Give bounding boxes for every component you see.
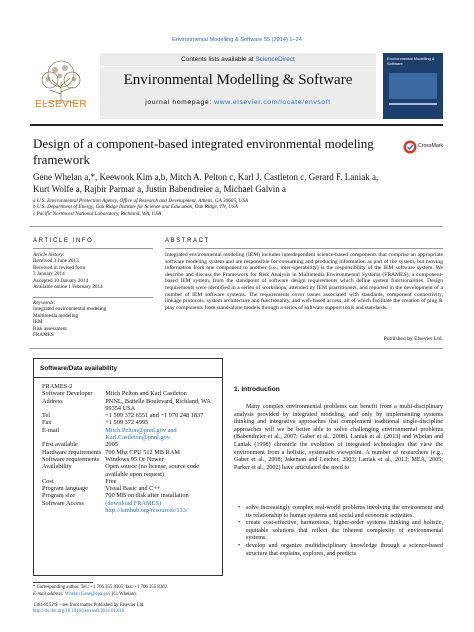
software-row-key: Cost <box>42 477 54 485</box>
keywords-label: Keywords: <box>33 300 56 306</box>
contents-line <box>100 56 376 63</box>
software-row-key: Program language <box>42 485 88 493</box>
elsevier-wordmark: ELSEVIER <box>34 99 88 110</box>
software-row <box>42 500 220 515</box>
doi-link[interactable]: http://dx.doi.org/10.1016/j.envsoft.2014.01.016 <box>33 609 125 614</box>
affiliations <box>33 198 443 217</box>
software-row-value: Open source (no license, source code available upon request) <box>105 463 199 478</box>
abstract-rule <box>165 248 443 249</box>
masthead-rule <box>30 124 443 126</box>
bullet-item: • create cost-effective, harmonious, higher-order systems thinking and holistic, equitable solutions that reflect the inherent complexity of environmental systems. <box>238 520 443 543</box>
homepage-line <box>100 99 376 106</box>
article-history <box>33 252 153 290</box>
software-row-key: Availability <box>42 463 72 471</box>
abstract-text: Integrated environmental modeling (IEM) includes interdependent science-based components that comprise an appropriate software modeling system and are responsible for consuming and producing information as part of the system, but moving information from one component to another (i.e., inter-operability) is the responsibility of the IEM software system. We describe and discuss the Framework for Risk Analysis in Multimedia Environmental Systems (FRAMES), a component-based IEM system, from the standpoint of software design requirements which define system functionalities. Design requirements were identified in a series of workshops, attended by IEM practitioners, and reported in the development of a number of IEM software systems. The requirements cover issues associated with standards, component connectivity, linkage protocols, system architecture and functionality, and web-based access, all of which facilitate the creation of plug & play components from stand-alone models through a series of software support tools and standards. <box>165 252 443 311</box>
author-list <box>33 172 443 195</box>
software-row-key: Software Developer <box>42 390 93 398</box>
contact-email-links[interactable]: Mitch.Pelton@pnnl.gov and Karl.Castleton@pnnl.gov <box>105 426 177 442</box>
abstract-heading: ABSTRACT <box>165 238 210 244</box>
footnote-corresponding: * Corresponding author. Tel.: +1 706 355 8305; fax: +1 706 355 8302. <box>33 585 169 590</box>
email-suffix: (G. Whelan). <box>110 592 137 597</box>
software-access-link[interactable]: (download FRAMES) http://iemhub.org/resources/133/ <box>105 499 188 515</box>
bullet-item: • solve increasingly complex real-world problems involving the environment and its relationship to human systems and social and economic activities. <box>238 505 443 520</box>
affiliation-b: b U.S. Department of Energy, Oak Ridge Institute for Science and Education, Oak Ridge, TN, USA <box>33 204 238 211</box>
keywords-rule <box>33 297 153 298</box>
keyword-item: IEM <box>33 319 43 326</box>
article-info-heading: ARTICLE INFO <box>33 238 94 244</box>
software-row <box>42 456 220 463</box>
abstract-bottom-rule <box>30 348 443 349</box>
keywords-block <box>33 300 153 338</box>
crossmark-badge[interactable] <box>403 139 443 157</box>
authors-line-1[interactable]: Gene Whelan a,*, Keewook Kim a,b, Mitch A. Pelton c, Karl J. Castleton c, Gerard F. Laniak a, <box>33 172 379 182</box>
article-info-rule <box>33 248 153 249</box>
publisher-line: Published by Elsevier Ltd. <box>383 336 443 342</box>
software-box-divider <box>34 377 222 378</box>
software-availability-box <box>33 358 223 576</box>
crossmark-label: CrossMark <box>418 143 444 149</box>
software-row-value: 700 Mhz CPU 512 MB RAM <box>105 448 180 456</box>
software-row <box>42 449 220 456</box>
keyword-item: Integrated environmental modeling <box>33 306 107 313</box>
software-row <box>42 412 220 419</box>
software-row <box>42 398 220 413</box>
keyword-item: FRAMES <box>33 332 54 339</box>
affiliation-a: a U.S. Environmental Protection Agency, Office of Research and Development, Athens, GA 30605, USA <box>33 198 249 204</box>
bullet-item: • develop and organize multidisciplinary knowledge through a science-based structure that explains, explores, and predicts <box>238 543 443 558</box>
software-row <box>42 390 220 397</box>
software-row-key: Hardware requirements <box>42 448 102 456</box>
issn-line: 1364-8152/$ – see front matter Published by Elsevier Ltd. <box>33 603 145 608</box>
history-revised-date: 3 January 2014 <box>33 271 65 278</box>
history-revised-label: Received in revised form <box>33 264 86 271</box>
software-row-value: PNNL, Battelle Boulevard, Richland, WA 99354 USA <box>105 397 211 412</box>
software-row <box>42 492 220 499</box>
introduction-bullets <box>238 505 443 558</box>
sciencedirect-link[interactable]: ScienceDirect <box>255 56 295 63</box>
journal-cover <box>383 53 443 119</box>
author-email-link[interactable]: Whelan.Gene@epa.gov <box>64 592 111 597</box>
history-received: Received 3 June 2013 <box>33 258 79 265</box>
software-row-value: Visual Basic and C++ <box>105 485 161 493</box>
footnote-rule <box>33 582 93 583</box>
software-row-key: Address <box>42 397 63 405</box>
contents-prefix: Contents lists available at <box>181 56 256 63</box>
software-row-key: Tel <box>42 412 50 420</box>
footnote-email <box>33 592 233 598</box>
affiliation-c: c Pacific Northwest National Laboratory, Richland, WA, USA <box>33 210 162 217</box>
homepage-link[interactable]: www.elsevier.com/locate/envsoft <box>214 99 331 106</box>
software-row-key: Fax <box>42 419 52 427</box>
software-row-key: First available <box>42 441 78 449</box>
software-box-body <box>42 383 220 514</box>
cover-title: Environmental Modelling & Software <box>387 56 435 66</box>
software-row-key: Software requirements <box>42 455 100 463</box>
article-title: Design of a component-based integrated environmental modeling framework <box>33 136 374 167</box>
history-online: Available online 1 February 2014 <box>33 284 103 291</box>
software-row-key: Program size <box>42 492 76 500</box>
software-row <box>42 478 220 485</box>
software-row-value: 2005 <box>105 441 118 449</box>
software-row <box>42 427 220 442</box>
keyword-item: Risk assessment <box>33 325 67 332</box>
homepage-prefix: journal homepage: <box>145 99 215 106</box>
masthead-divider <box>100 66 376 67</box>
crossmark-icon <box>403 140 417 154</box>
history-label: Article history: <box>33 252 65 258</box>
introduction-heading: 1. Introduction <box>234 386 280 393</box>
email-prefix: E-mail address: <box>33 592 65 597</box>
software-row-key: E-mail <box>42 426 60 434</box>
software-row-value: Free <box>105 477 117 485</box>
software-row <box>42 441 220 448</box>
software-row-value: +1 509 372 6551 and +1 970 248 1837 <box>105 412 204 420</box>
journal-title: Environmental Modelling & Software <box>123 72 353 88</box>
running-header[interactable]: Environmental Modelling & Software 55 (2014) 1–24 <box>172 37 302 43</box>
cover-image <box>389 73 437 99</box>
software-row-value: 700 MB on disk after installation <box>105 492 189 500</box>
software-row-value: +1 509 372 4995 <box>105 419 149 427</box>
cover-stripe <box>389 103 437 105</box>
software-row-value: Windows 95 Or Newer <box>105 455 164 463</box>
software-row-value: Mitch Pelton and Karl Castleton <box>105 390 187 398</box>
software-row <box>42 485 220 492</box>
software-row <box>42 419 220 426</box>
software-details-table <box>42 390 220 514</box>
software-row-key: Software Access <box>42 499 84 507</box>
history-accepted: Accepted 10 January 2014 <box>33 277 89 284</box>
keyword-item: Multimedia modeling <box>33 312 79 319</box>
introduction-paragraph: Many complex environmental problems can benefit from a multi-disciplinary analysis provided by integrated modeling, and only by implementing systems thinking and integrative approaches that complement traditional single-discipline approaches will we be better able to solve challenging environmental problems (Babendreier et al., 2007; Gaber et al., 2008). Laniak et al. (2013) and Whelan and Laniak (1998) chronicle the evolution of integrated technologies that view the environment from a holistic, systematic viewpoint. A number of researchers (e.g., Gaber et al., 2008; Jakeman and Letcher, 2003; Laniak et al., 2013; MEA, 2005; Parker et al., 2002) have articulated the need to <box>234 404 443 471</box>
authors-line-2[interactable]: Kurt Wolfe a, Rajbir Parmar a, Justin Babendreier a, Michael Galvin a <box>33 183 287 194</box>
software-name: FRAMES-2 <box>42 383 73 390</box>
affiliation-rule <box>30 226 443 227</box>
software-box-heading: Software/Data availability <box>40 365 118 372</box>
software-row <box>42 463 220 478</box>
